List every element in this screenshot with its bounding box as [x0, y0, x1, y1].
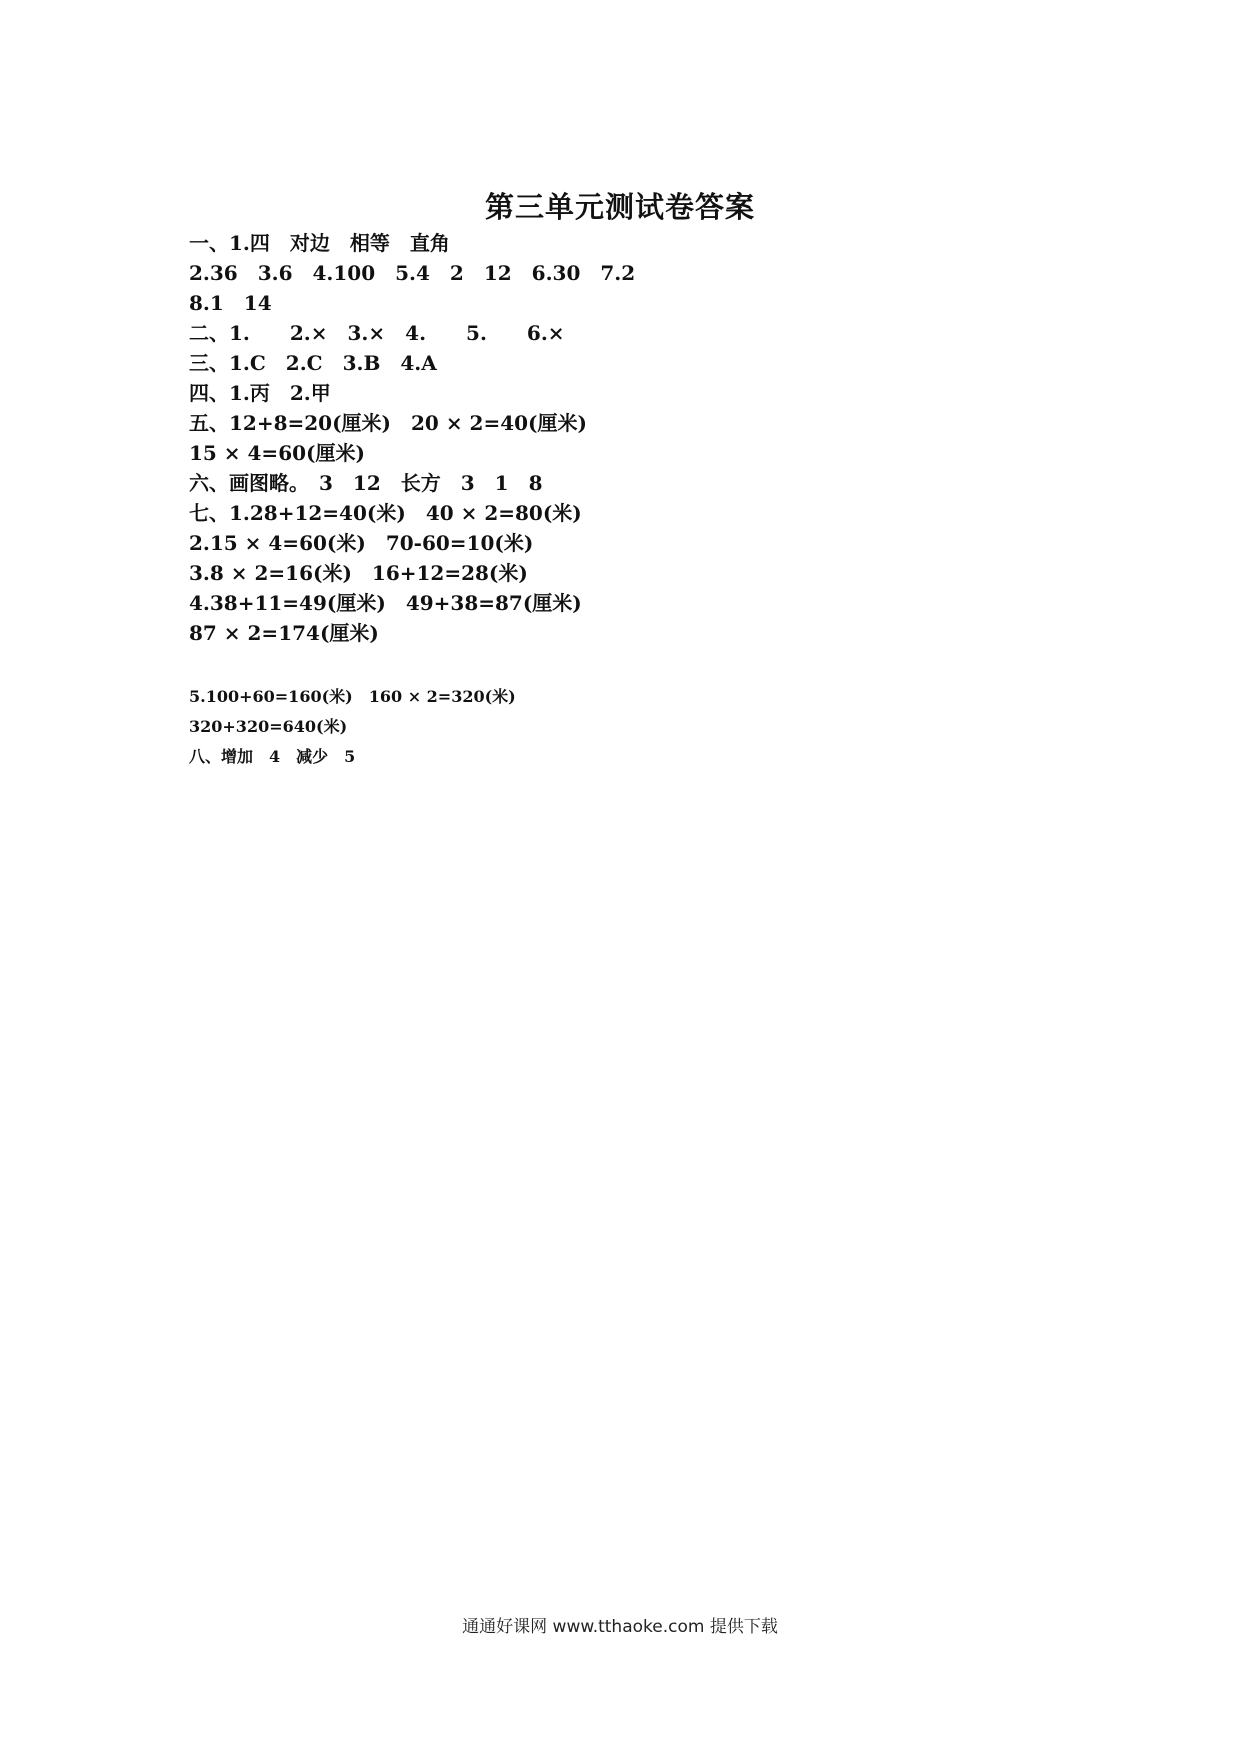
answer-line-part1-b: 2.36 3.6 4.100 5.4 2 12 6.30 7.2	[189, 261, 636, 285]
answer-line-part2: 二、1. 2.× 3.× 4. 5. 6.×	[189, 321, 565, 345]
footer-source-note: 通通好课网 www.tthaoke.com 提供下载	[462, 1617, 778, 1637]
answer-line-part7-e: 87 × 2=174(厘米)	[189, 621, 379, 645]
answer-line-part7-c: 3.8 × 2=16(米) 16+12=28(米)	[189, 561, 528, 585]
spacer	[189, 648, 1189, 682]
answer-line-part7-d: 4.38+11=49(厘米) 49+38=87(厘米)	[189, 591, 582, 615]
page-title: 第三单元测试卷答案	[484, 190, 755, 224]
answer-line-part6: 六、画图略。 3 12 长方 3 1 8	[189, 471, 543, 495]
answer-line-part7-g: 320+320=640(米)	[189, 717, 348, 736]
answer-line-part8: 八、增加 4 减少 5	[189, 747, 356, 766]
answer-line-part4: 四、1.丙 2.甲	[189, 381, 331, 405]
answer-line-part7-a: 七、1.28+12=40(米) 40 × 2=80(米)	[189, 501, 582, 525]
answer-line-part3: 三、1.C 2.C 3.B 4.A	[189, 351, 437, 375]
answer-line-part7-b: 2.15 × 4=60(米) 70-60=10(米)	[189, 531, 534, 555]
answer-line-part5-a: 五、12+8=20(厘米) 20 × 2=40(厘米)	[189, 411, 587, 435]
answer-line-part5-b: 15 × 4=60(厘米)	[189, 441, 365, 465]
answer-line-part1-c: 8.1 14	[189, 291, 272, 315]
answer-list	[189, 228, 1189, 772]
answer-line-part7-f: 5.100+60=160(米) 160 × 2=320(米)	[189, 687, 516, 706]
answer-line-part1-a: 一、1.四 对边 相等 直角	[189, 231, 450, 255]
